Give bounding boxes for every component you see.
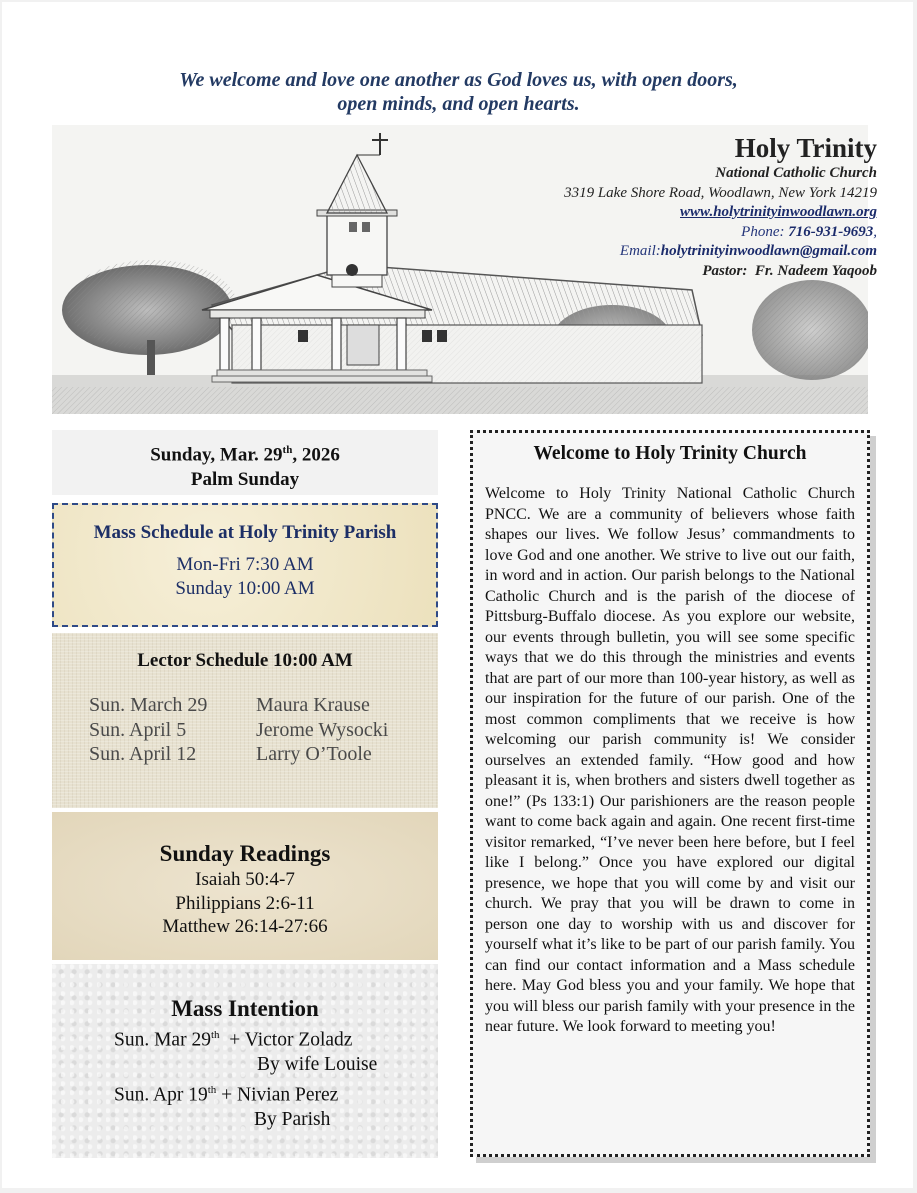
reading-item: Philippians 2:6-11 (175, 892, 315, 914)
reading-item: Isaiah 50:4-7 (195, 869, 295, 890)
intention-requester: By wife Louise (257, 1054, 378, 1075)
lector-date: Sun. April 12 (89, 743, 197, 765)
church-address: 3319 Lake Shore Road, Woodlawn, New York 14219 (564, 184, 877, 201)
reading-item: Matthew 26:14-27:66 (162, 916, 328, 937)
sunday-readings-panel (52, 812, 438, 960)
intention-name: + Victor Zoladz (229, 1029, 353, 1051)
date-line (52, 438, 438, 467)
lector-schedule-panel (52, 633, 438, 808)
motto (0, 68, 917, 116)
church-website-link[interactable]: www.holytrinityinwoodlawn.org (680, 204, 877, 220)
lector-row (89, 742, 388, 767)
church-name: Holy Trinity (734, 133, 877, 163)
motto-line-2: open minds, and open hearts. (337, 93, 580, 115)
phone-label: Phone: (741, 223, 789, 240)
phone-suffix: , (873, 223, 877, 240)
lector-date: Sun. March 29 (89, 694, 208, 716)
lector-date: Sun. April 5 (89, 718, 187, 741)
date-year: , 2026 (292, 444, 340, 466)
pastor-label: Pastor: (702, 262, 748, 279)
church-subtitle: National Catholic Church (715, 165, 877, 181)
mass-sunday-time: Sunday 10:00 AM (175, 578, 315, 599)
lector-name: Jerome Wysocki (256, 718, 389, 741)
intention-date: Sun. Apr 19 (114, 1084, 208, 1105)
date-suffix: th (282, 444, 293, 456)
pastor-name: Fr. Nadeem Yaqoob (754, 262, 877, 279)
email-link[interactable]: holytrinityinwoodlawn@gmail.com (660, 243, 877, 259)
welcome-panel (470, 430, 870, 1157)
mass-schedule-title: Mass Schedule at Holy Trinity Parish (93, 522, 397, 543)
date-prefix: Sunday, Mar. 29 (150, 444, 283, 466)
mass-schedule-panel (52, 503, 438, 627)
intention-entry (114, 1078, 377, 1108)
mass-intention-list (114, 1023, 377, 1132)
lector-row (89, 718, 388, 743)
date-panel (52, 430, 438, 495)
intention-date: Sun. Mar 29 (114, 1029, 211, 1051)
mass-intention-title: Mass Intention (171, 996, 319, 1021)
intention-entry (114, 1023, 377, 1053)
lector-row (89, 693, 388, 718)
date-occasion: Palm Sunday (190, 469, 300, 491)
lector-name: Maura Krause (256, 694, 370, 716)
intention-name: + Nivian Perez (221, 1084, 339, 1105)
motto-line-1: We welcome and love one another as God loves us, with open doors, (179, 69, 738, 91)
church-contact-block (564, 132, 877, 281)
intention-date-suffix: th (207, 1083, 217, 1096)
lector-schedule-table (89, 693, 388, 767)
phone-number[interactable]: 716-931-9693 (788, 223, 874, 240)
mass-weekday-time: Mon-Fri 7:30 AM (176, 554, 314, 575)
email-label: Email: (619, 243, 661, 259)
lector-schedule-title: Lector Schedule 10:00 AM (137, 650, 353, 671)
lector-name: Larry O’Toole (256, 743, 372, 765)
welcome-title: Welcome to Holy Trinity Church (533, 443, 807, 464)
mass-intention-panel (52, 964, 438, 1158)
welcome-body: Welcome to Holy Trinity National Catholic Church PNCC. We are a community of believers whose faith shapes our lives. We follow Jesus’ commandments to love God and one another. We strive to live out our faith, in word and in action. Our parish belongs to the National Catholic Church and is the parish of the diocese of Pittsburg-Buffalo diocese. As you explore our website, our events through bulletin, you will see some specific ways that we do this through the ministries and events that are part of our more than 100-year history, as well as our inspiration for the future of our parish. One of the most common compliments that we receive is how welcoming our parish community is! We consider ourselves an extended family. “How good and how pleasant it is, when brothers and sisters dwell together as one!” (Ps 133:1) Our parishioners are the reason people want to come back again and again. One recent first-time visitor remarked, “I’ve never been here before, but I feel like I belong.” Once you have explored our digital presence, we hope that you will come by and visit our church. We pray that you will be drawn to come in person one day to worship with us and discover for yourself what it’s like to be part of our parish family. You can find our contact information and a Mass schedule here. May God bless you and your family. We hope that you will bless our parish family with your presence in the near future. We look forward to meeting you! (485, 485, 855, 1035)
intention-date-suffix: th (210, 1029, 220, 1041)
intention-requester: By Parish (254, 1108, 331, 1130)
readings-title: Sunday Readings (159, 841, 331, 866)
